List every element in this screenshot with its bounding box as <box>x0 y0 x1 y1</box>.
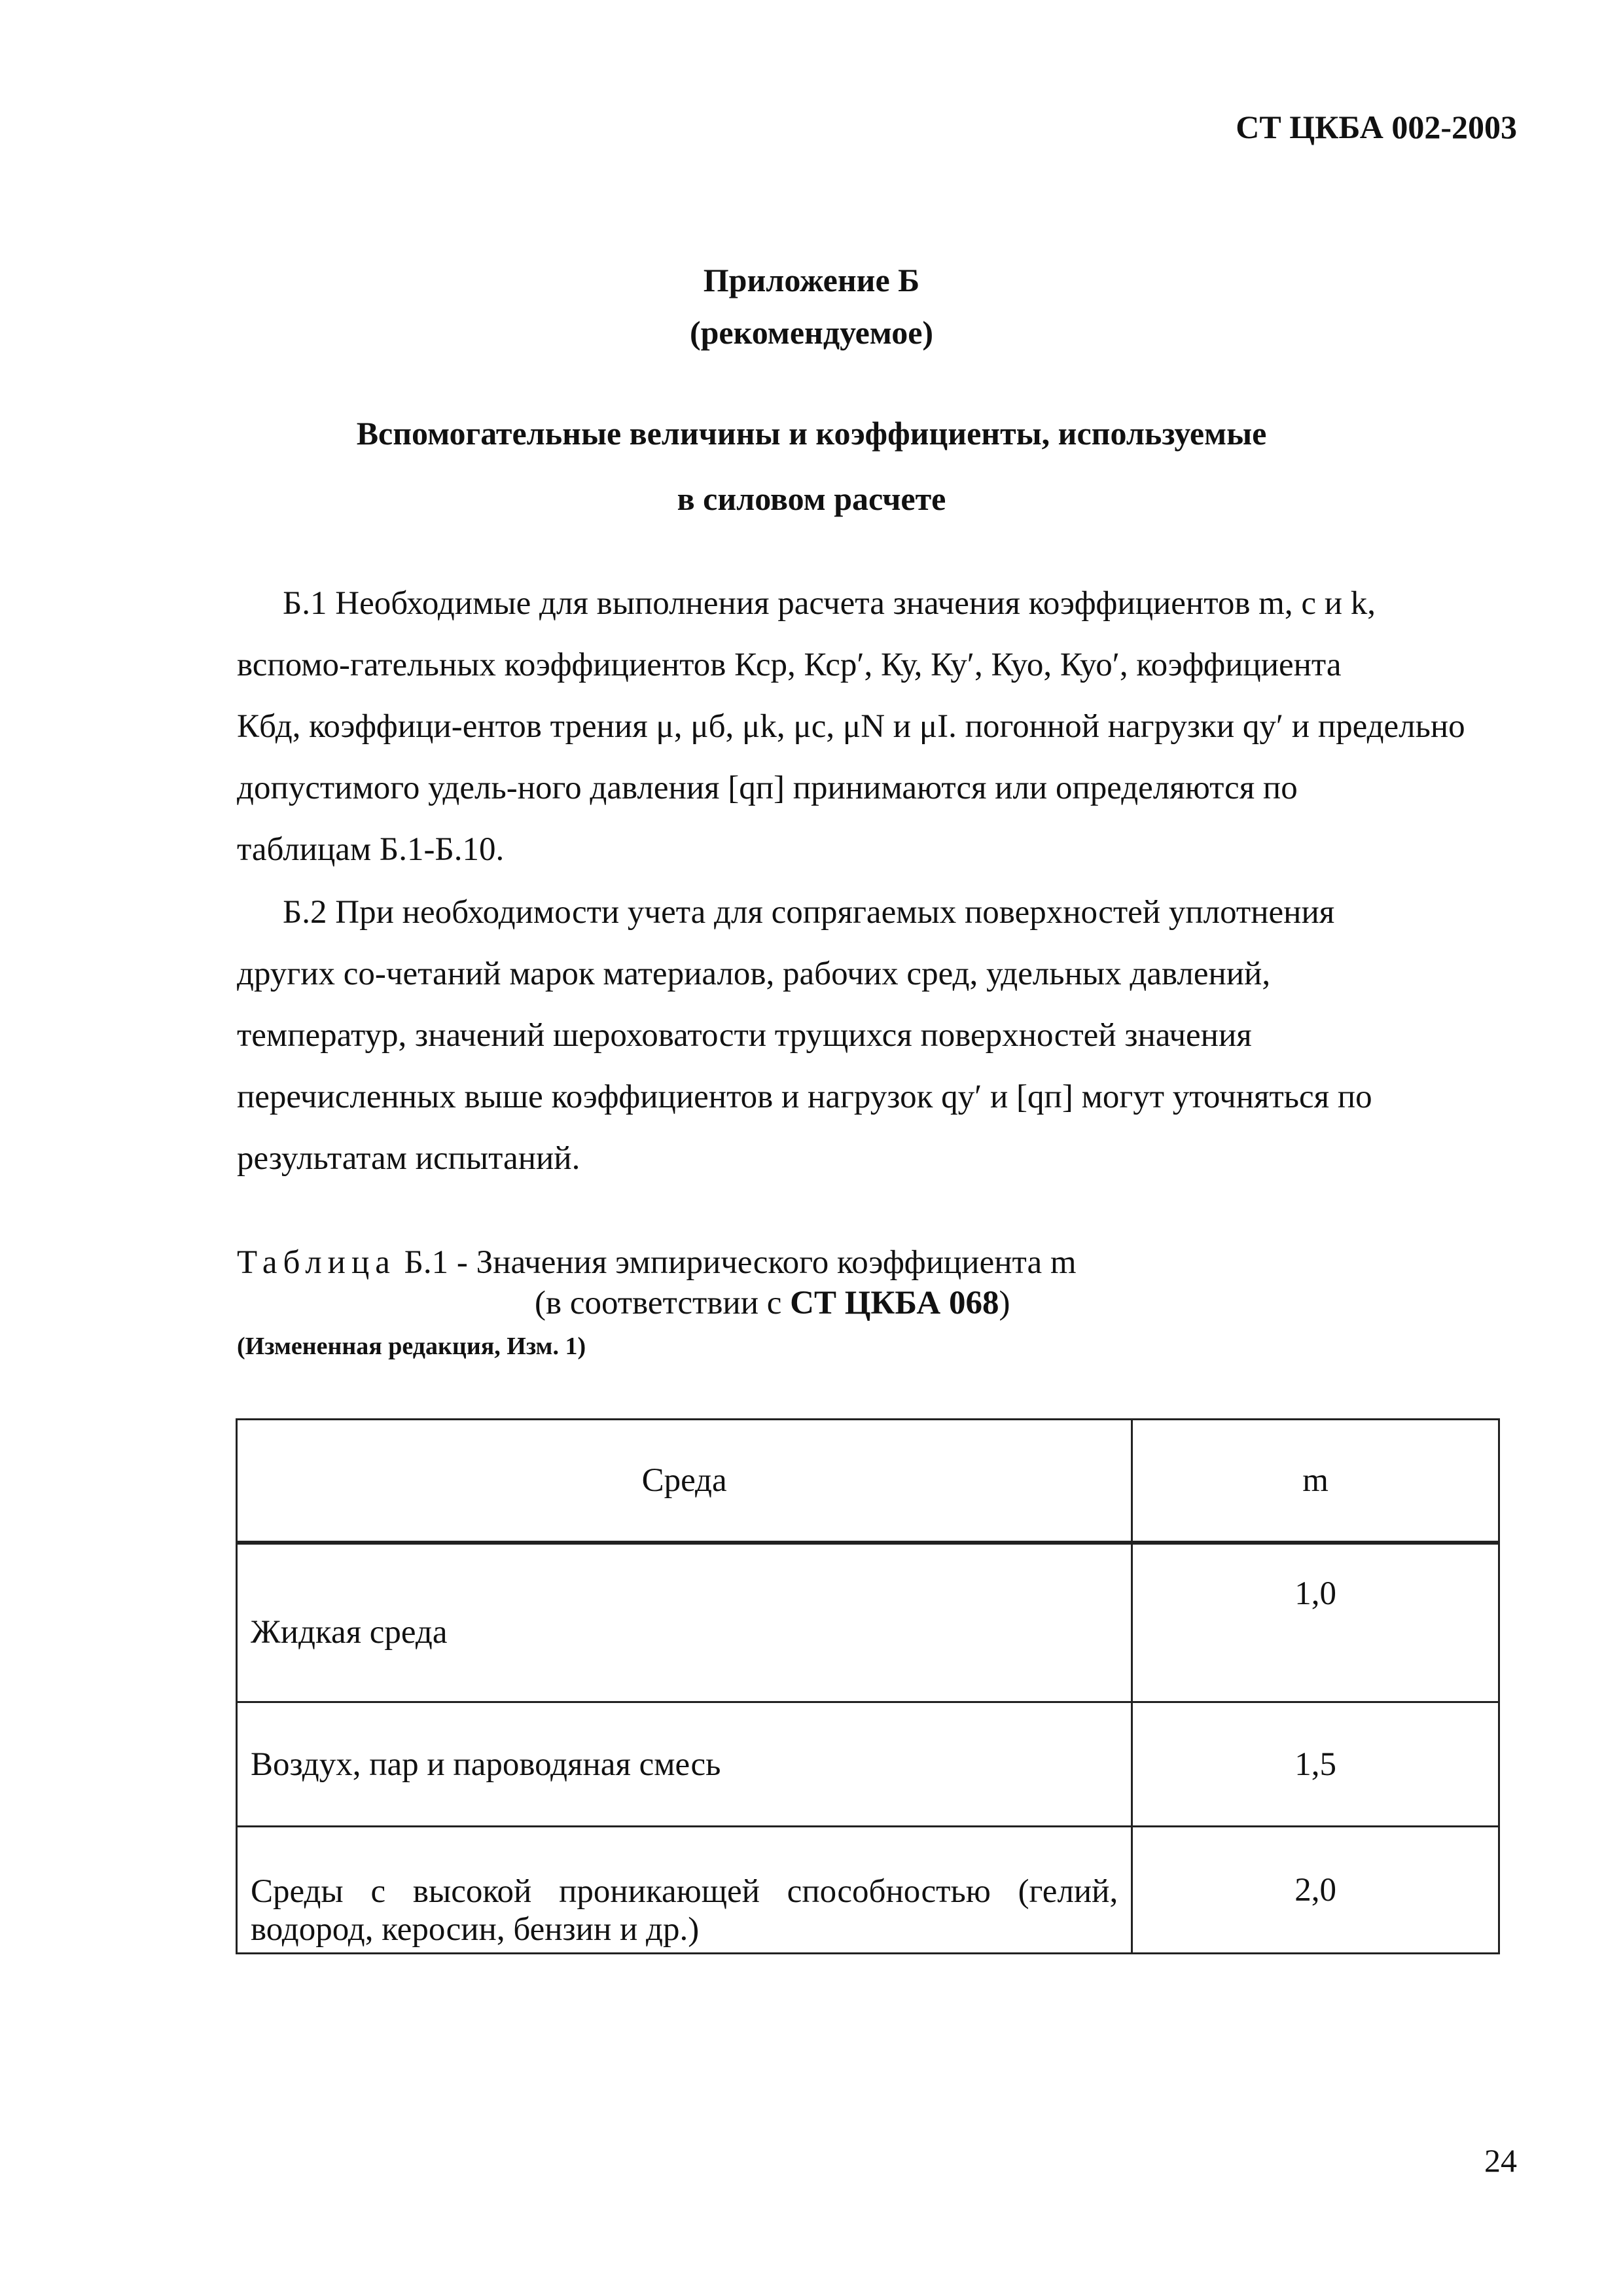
section-title-line-1: Вспомогательные величины и коэффициенты, используемые <box>356 415 1267 452</box>
table-caption-title <box>237 1242 1520 1283</box>
standard-reference: СТ ЦКБА 068 <box>790 1285 999 1321</box>
table-caption-reference <box>237 1283 1520 1323</box>
coefficient-table <box>236 1418 1500 1954</box>
document-code: СТ ЦКБА 002-2003 <box>1236 109 1517 145</box>
appendix-title: Приложение Б <box>703 262 920 298</box>
edition-note: (Измененная редакция, Изм. 1) <box>237 1333 586 1360</box>
cell-medium: Жидкая среда <box>237 1543 1132 1702</box>
cell-medium: Среды с высокой проникающей способностью (гелий, водород, керосин, бензин и др.) <box>237 1827 1132 1954</box>
paragraph-line: других со-четаний марок материалов, рабочих сред, удельных давлений, <box>237 956 1271 992</box>
reference-suffix: ) <box>999 1285 1010 1321</box>
table-label: Таблица <box>237 1244 396 1281</box>
paragraph-line: Б.1 Необходимые для выполнения расчета значения коэффициентов m, с и k, <box>283 585 1376 622</box>
paragraph-line: перечисленных выше коэффициентов и нагрузок qy′ и [qп] могут уточняться по <box>237 1079 1372 1115</box>
table-header-row <box>237 1420 1499 1543</box>
cell-medium: Воздух, пар и пароводяная смесь <box>237 1702 1132 1827</box>
paragraph-line: таблицам Б.1-Б.10. <box>237 831 505 868</box>
header-m: m <box>1132 1420 1499 1543</box>
paragraph-line: допустимого удель-ного давления [qп] принимаются или определяются по <box>237 770 1298 806</box>
section-title-line-2: в силовом расчете <box>677 480 946 517</box>
paragraph-b1 <box>237 573 1520 880</box>
section-heading <box>0 401 1623 531</box>
reference-prefix: (в соответствии с <box>535 1285 791 1321</box>
table-caption <box>237 1242 1520 1367</box>
table-row <box>237 1827 1499 1954</box>
cell-m-value: 1,5 <box>1132 1702 1499 1827</box>
appendix-subtitle: (рекомендуемое) <box>689 314 934 351</box>
paragraph-b2 <box>237 882 1520 1189</box>
page-number: 24 <box>1484 2142 1517 2179</box>
table-title: Б.1 - Значения эмпирического коэффициента m <box>404 1244 1077 1281</box>
table-row <box>237 1543 1499 1702</box>
cell-m-value: 2,0 <box>1132 1827 1499 1954</box>
header-medium: Среда <box>237 1420 1132 1543</box>
cell-m-value: 1,0 <box>1132 1543 1499 1702</box>
paragraph-line: Кбд, коэффици-ентов трения μ, μб, μk, μc, μN и μI. погонной нагрузки qy′ и предельно <box>237 708 1465 745</box>
appendix-heading <box>0 254 1623 359</box>
table-row <box>237 1702 1499 1827</box>
paragraph-line: вспомо-гательных коэффициентов Кср, Кср′, Ку, Ку′, Куо, Куо′, коэффициента <box>237 647 1342 683</box>
paragraph-line: температур, значений шероховатости трущихся поверхностей значения <box>237 1017 1252 1054</box>
paragraph-line: Б.2 При необходимости учета для сопрягаемых поверхностей уплотнения <box>283 894 1335 931</box>
paragraph-line: результатам испытаний. <box>237 1140 580 1177</box>
